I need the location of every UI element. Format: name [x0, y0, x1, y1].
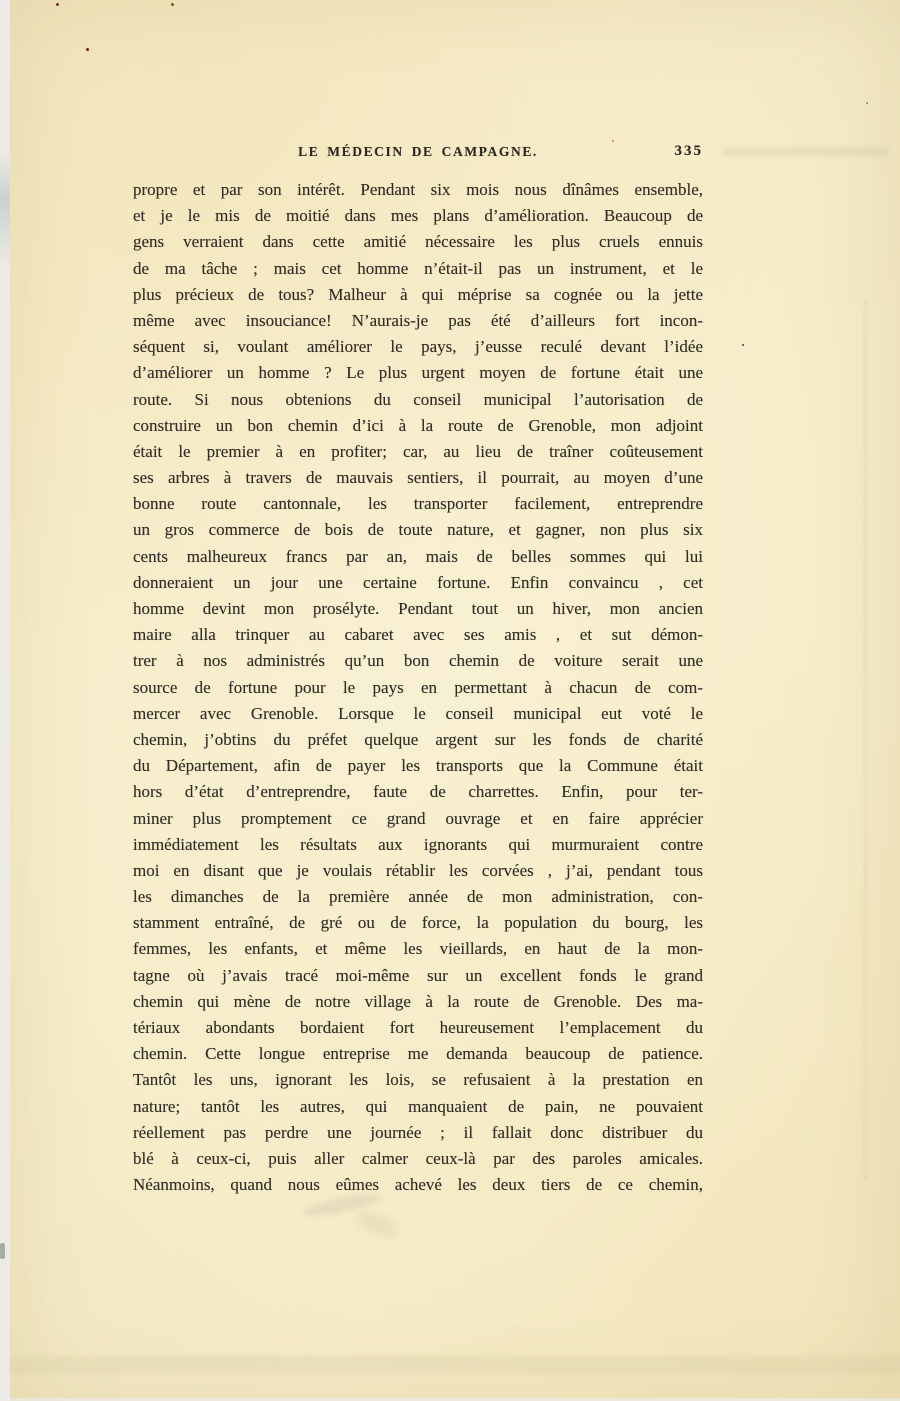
text-line: les dimanches de la première année de mon administration, con- [133, 887, 703, 907]
text-line: ses arbres à travers de mauvais sentiers, il pourrait, au moyen d’une [133, 468, 703, 488]
text-line: cents malheureux francs par an, mais de belles sommes qui lui [133, 546, 703, 566]
text-line: tagne où j’avais tracé moi-même sur un excellent fonds le grand [133, 965, 703, 985]
text-line: de ma tâche ; mais cet homme n’était-il pas un instrument, et le [133, 258, 703, 278]
text-line: bonne route cantonnale, les transporter facilement, entreprendre [133, 494, 703, 514]
scanner-edge-strip [0, 0, 10, 1401]
text-line: chemin, j’obtins du préfet quelque argent sur les fonds de charité [133, 729, 703, 749]
pencil-smudge [352, 1205, 402, 1243]
text-line: miner plus promptement ce grand ouvrage et en faire apprécier [133, 808, 703, 828]
text-line: même avec insouciance! N’aurais-je pas été d’ailleurs fort incon- [133, 310, 703, 330]
ink-speck [56, 3, 59, 6]
scanner-edge-mark [0, 1243, 5, 1259]
bleed-through-smudge [722, 147, 890, 156]
scanner-edge-shadow [0, 150, 10, 270]
text-line: Tantôt les uns, ignorant les lois, se refusaient à la prestation en [133, 1070, 703, 1090]
text-line: un gros commerce de bois de toute nature, et gagner, non plus six [133, 520, 703, 540]
text-line: trer à nos administrés qu’un bon chemin de voiture serait une [133, 651, 703, 671]
text-line: immédiatement les résultats aux ignorants qui murmuraient contre [133, 834, 703, 854]
page-crease [862, 300, 869, 1181]
text-line: plus précieux de tous? Malheur à qui méprise sa cognée ou la jette [133, 284, 703, 304]
text-line: source de fortune pour le pays en permettant à chacun de com- [133, 677, 703, 697]
text-line: homme devint mon prosélyte. Pendant tout un hiver, mon ancien [133, 599, 703, 618]
text-line: et je le mis de moitié dans mes plans d’amélioration. Beaucoup de [133, 206, 703, 226]
text-line: était le premier à en profiter; car, au lieu de traîner coûteusement [133, 441, 703, 461]
text-line: tériaux abondants bordaient fort heureusement l’emplacement du [133, 1018, 703, 1037]
book-page [10, 0, 900, 1401]
text-line: moi en disant que je voulais rétablir les corvées , j’ai, pendant tous [133, 860, 703, 880]
text-line: stamment entraîné, de gré ou de force, la population du bourg, les [133, 913, 703, 933]
text-line: gens verraient dans cette amitié nécessaire les plus cruels ennuis [133, 232, 703, 252]
text-line: hors d’état d’entreprendre, faute de charrettes. Enfin, pour ter- [133, 782, 703, 802]
ink-speck [866, 102, 868, 104]
text-line: du Département, afin de payer les transports que la Commune était [133, 756, 703, 776]
ink-speck [86, 48, 89, 51]
text-line: construire un bon chemin d’ici à la route de Grenoble, mon adjoint [133, 415, 703, 435]
text-line: nature; tantôt les autres, qui manquaient de pain, ne pouvaient [133, 1096, 703, 1116]
ink-speck [171, 3, 174, 6]
text-line: d’améliorer un homme ? Le plus urgent moyen de fortune était une [133, 363, 703, 383]
text-line: chemin. Cette longue entreprise me demanda beaucoup de patience. [133, 1044, 703, 1064]
text-line: réellement pas perdre une journée ; il fallait donc distribuer du [133, 1122, 703, 1142]
text-line: maire alla trinquer au cabaret avec ses amis , et sut démon- [133, 625, 703, 645]
text-line: chemin qui mène de notre village à la route de Grenoble. Des ma- [133, 991, 703, 1011]
page-number: 335 [674, 143, 703, 159]
text-line: mercer avec Grenoble. Lorsque le conseil municipal eut voté le [133, 703, 703, 723]
text-line: propre et par son intérêt. Pendant six mois nous dînâmes ensemble, [133, 180, 703, 199]
ink-speck [742, 344, 744, 346]
text-line: route. Si nous obtenions du conseil municipal l’autorisation de [133, 389, 703, 409]
text-line: femmes, les enfants, et même les vieillards, en haut de la mon- [133, 939, 703, 959]
scan-shading-band [10, 1356, 900, 1374]
running-title: LE MÉDECIN DE CAMPAGNE. [298, 144, 538, 159]
ink-speck [612, 140, 614, 142]
text-line: Néanmoins, quand nous eûmes achevé les deux tiers de ce chemin, [133, 1175, 703, 1195]
text-line: blé à ceux-ci, puis aller calmer ceux-là par des paroles amicales. [133, 1148, 703, 1168]
text-line: donneraient un jour une certaine fortune. Enfin convaincu , cet [133, 572, 703, 592]
text-line: séquent si, voulant améliorer le pays, j’eusse reculé devant l’idée [133, 337, 703, 357]
page-text [133, 177, 703, 1198]
running-header [133, 144, 703, 166]
